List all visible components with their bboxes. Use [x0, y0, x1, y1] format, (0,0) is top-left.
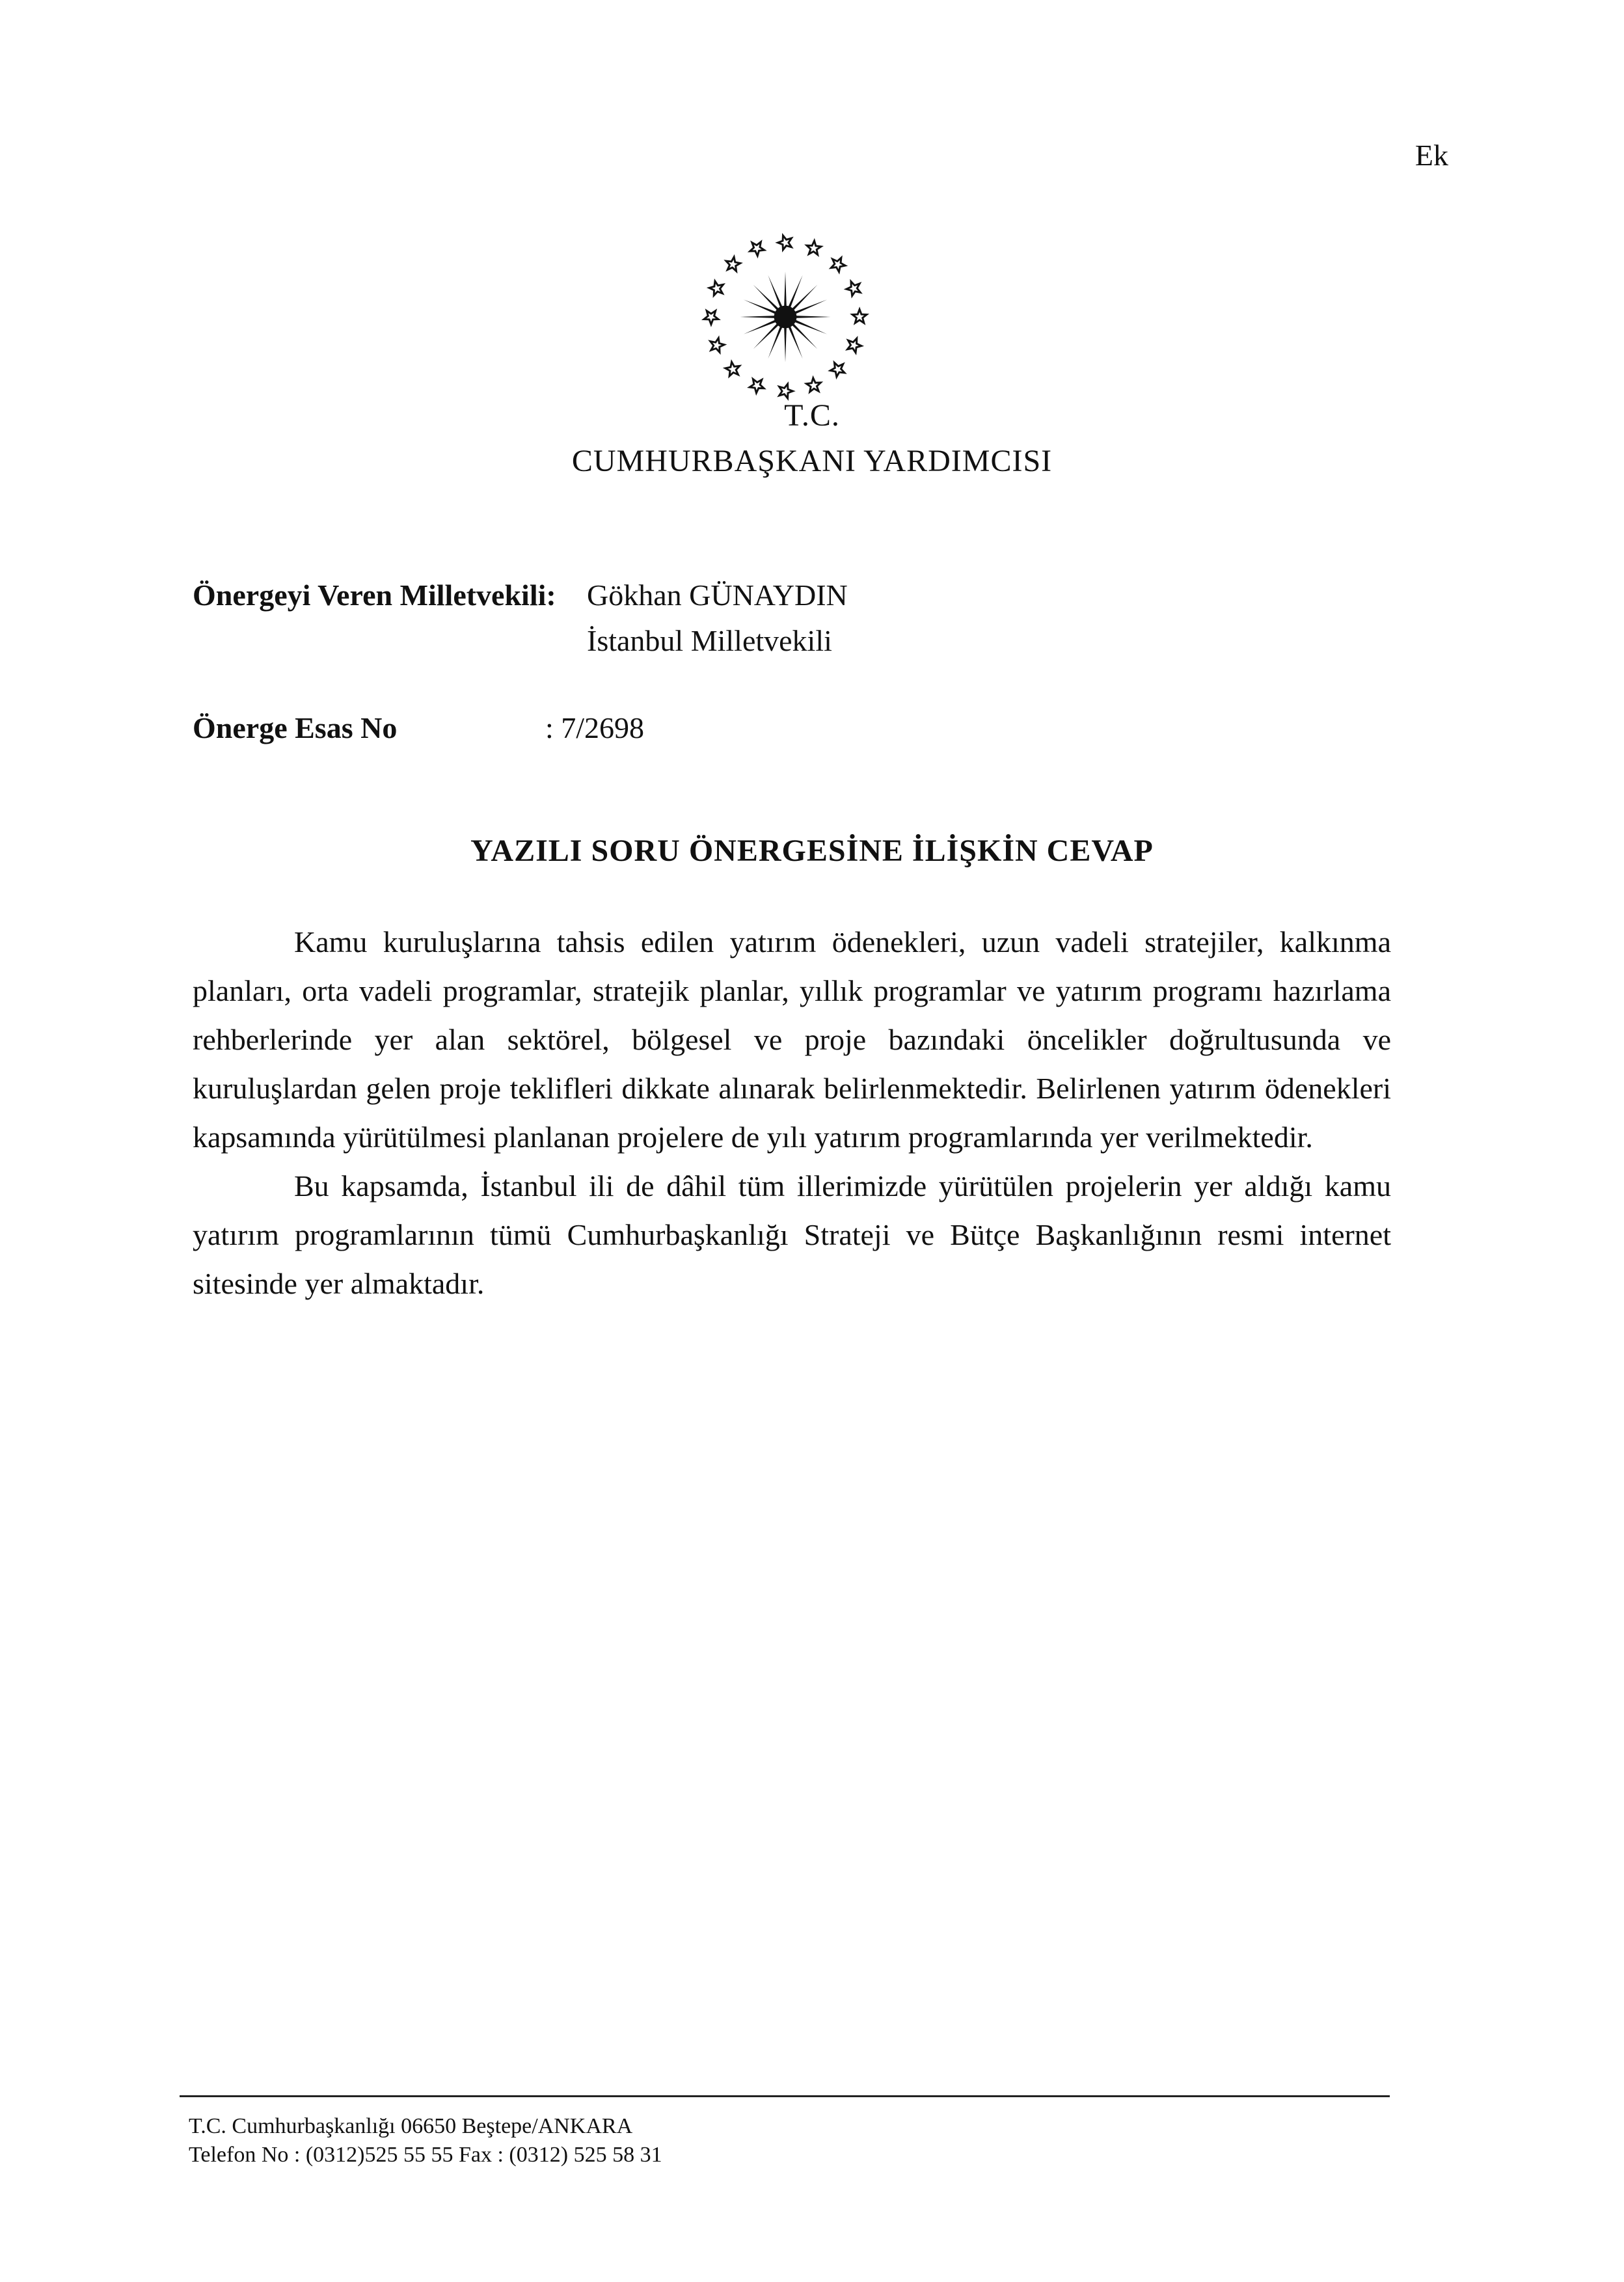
paragraph: Bu kapsamda, İstanbul ili de dâhil tüm illerimizde yürütülen projelerin yer aldığı kamu yatırım programlarının tümü Cumhurbaşkanlığı Strateji ve Bütçe Başkanlığının resmi internet sitesinde yer almaktadır. [193, 1169, 1391, 1300]
sun-ray [794, 299, 827, 314]
country-abbreviation: T.C. [784, 398, 840, 433]
star-icon [750, 379, 764, 392]
office-title: CUMHURBAŞKANI YARDIMCISI [571, 444, 1053, 478]
sun-ray [744, 319, 777, 334]
annex-label: Ek [1414, 139, 1448, 172]
deputy-district: İstanbul Milletvekili [587, 624, 832, 657]
sun-ray [788, 325, 802, 359]
sun-ray [753, 323, 779, 349]
star-icon [847, 338, 861, 353]
sun-ray [768, 275, 782, 308]
star-icon [807, 241, 821, 254]
paragraph: Kamu kuruluşlarına tahsis edilen yatırım ödenekleri, uzun vadeli stratejiler, kalkınma planları, orta vadeli programlar, stratejik planlar, yıllık programlar ve yatırım programı hazırlama rehberlerinde yer alan sektörel, bölgesel ve proje bazındaki öncelikler doğrultusunda ve kuruluşlardan gelen proje teklifleri dikkate alınarak belirlenmektedir. Belirlenen yatırım ödenekleri kapsamında yürütülmesi planlanan projelere de yılı yatırım programlarında yer verilmektedir. [193, 925, 1391, 1154]
star-icon [830, 362, 845, 377]
star-icon [725, 362, 740, 376]
sun-ray [788, 275, 802, 308]
sun-ray [792, 323, 818, 349]
sun-ray [792, 285, 818, 311]
star-icon [831, 258, 845, 272]
document-title: YAZILI SORU ÖNERGESİNE İLİŞKİN CEVAP [470, 834, 1154, 868]
deputy-name: Gökhan GÜNAYDIN [587, 578, 848, 612]
star-icon [726, 257, 740, 271]
star-icon [806, 378, 820, 392]
sun-ray [768, 325, 782, 359]
footer-phone: Telefon No : (0312)525 55 55 Fax : (0312) 525 58 31 [189, 2143, 662, 2167]
presidential-seal-icon [691, 223, 880, 411]
letterhead [0, 393, 1624, 484]
sun-ray [795, 316, 830, 318]
footer [189, 2112, 662, 2169]
star-icon [709, 281, 723, 295]
sun-ray [744, 299, 777, 314]
star-icon [852, 309, 867, 323]
motion-number-value: : 7/2698 [545, 711, 645, 744]
sun-ray [784, 327, 787, 362]
sun-ray [794, 319, 827, 334]
sun-ray [753, 285, 779, 311]
star-icon [778, 236, 791, 250]
star-icon [846, 282, 860, 296]
star-icon [710, 338, 724, 352]
document-body [193, 917, 1391, 1308]
footer-divider [180, 2095, 1390, 2097]
star-icon [704, 311, 718, 325]
sun-ray [784, 271, 787, 306]
sun-ray [740, 316, 775, 318]
motion-number-label: Önerge Esas No [193, 711, 398, 744]
footer-address: T.C. Cumhurbaşkanlığı 06650 Beştepe/ANKARA [189, 2114, 633, 2138]
deputy-label: Önergeyi Veren Milletvekili: [193, 578, 556, 612]
star-icon [750, 242, 765, 256]
